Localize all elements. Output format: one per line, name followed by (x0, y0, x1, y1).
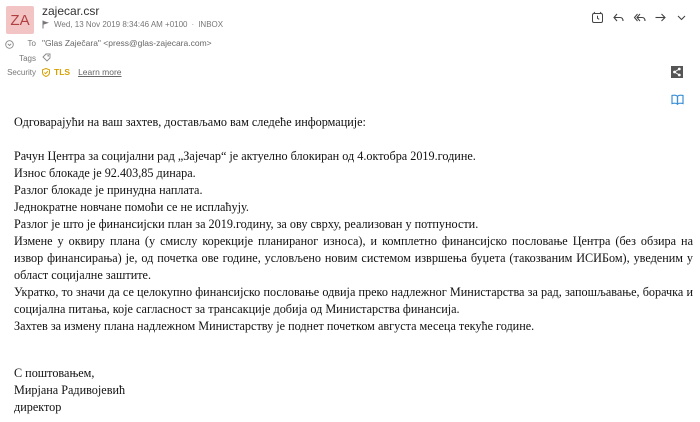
letter-line-6: Измене у оквиру плана (у смислу корекције планираног износа), и комплетно финансијско пословање Центра (без обзира на извор финансирања) је, од почетка ове године, условљено новим системом извршења буџета (такозваним ИСИБом), уведеним у област социјалне заштите. (14, 234, 693, 282)
letter-line-3: Разлог блокаде је принудна наплата. (14, 183, 203, 197)
sender-name[interactable]: zajecar.csr (42, 4, 100, 18)
tags-value[interactable] (42, 53, 51, 62)
forward-button[interactable] (653, 10, 667, 24)
shield-icon (42, 68, 50, 77)
sender-avatar: ZA (6, 6, 34, 34)
letter-line-1: Рачун Центра за социјални рад „Зајечар“ је актуелно блокиран од 4.октобра 2019.године. (14, 149, 476, 163)
to-value[interactable]: "Glas Zaječara" <press@glas-zajecara.com> (42, 38, 212, 48)
message-body (14, 114, 693, 416)
chevron-down-icon (675, 11, 688, 24)
letter-line-4: Једнократне новчане помоћи се не исплаћују. (14, 200, 249, 214)
reader-mode-icon[interactable] (671, 94, 684, 105)
message-meta (42, 20, 223, 29)
signature-name: Мирјана Радивојевић (14, 383, 126, 397)
tags-label: Tags (19, 54, 36, 63)
reply-all-icon (633, 11, 646, 24)
message-toolbar (590, 10, 688, 24)
alarm-clock-icon (591, 11, 604, 24)
reply-icon (612, 11, 625, 24)
paragraph-gap (14, 131, 693, 148)
letter-closing: С поштовањем, (14, 366, 95, 380)
to-label: To (27, 39, 36, 48)
signature-title: директор (14, 400, 62, 414)
forward-icon (654, 11, 667, 24)
more-button[interactable] (674, 10, 688, 24)
letter-line-8: Захтев за измену плана надлежном Министарству је поднет почетком августа месеца текуће године. (14, 319, 535, 333)
tag-icon[interactable] (42, 53, 51, 62)
message-date: Wed, 13 Nov 2019 8:34:46 AM +0100 (54, 20, 188, 29)
paragraph-gap (14, 335, 693, 365)
letter-line-5: Разлог је што је финансијски план за 2019.годину, за ову сврху, реализован у потпуности. (14, 217, 479, 231)
reply-all-button[interactable] (632, 10, 646, 24)
collapse-details-icon[interactable] (5, 40, 14, 49)
letter-line-7: Укратко, то значи да се целокупно финансијско пословање одвија преко надлежног Министарства за рад, запошљавање, борачка и социјална питања, које сагласност за трансакције добија од Министарства финансија. (14, 285, 693, 316)
letter-greeting: Одговарајући на ваш захтев, достављамо вам следеће информације: (14, 115, 366, 129)
reply-button[interactable] (611, 10, 625, 24)
letter-line-2: Износ блокаде је 92.403,85 динара. (14, 166, 196, 180)
tls-status: TLS (54, 67, 71, 77)
security-value (42, 67, 122, 77)
security-label: Security (7, 68, 36, 77)
meta-separator: · (191, 20, 195, 29)
snooze-button[interactable] (590, 10, 604, 24)
flag-icon[interactable] (42, 20, 50, 29)
message-folder: INBOX (198, 20, 224, 29)
share-icon[interactable] (671, 66, 683, 78)
learn-more-link[interactable]: Learn more (78, 67, 122, 77)
